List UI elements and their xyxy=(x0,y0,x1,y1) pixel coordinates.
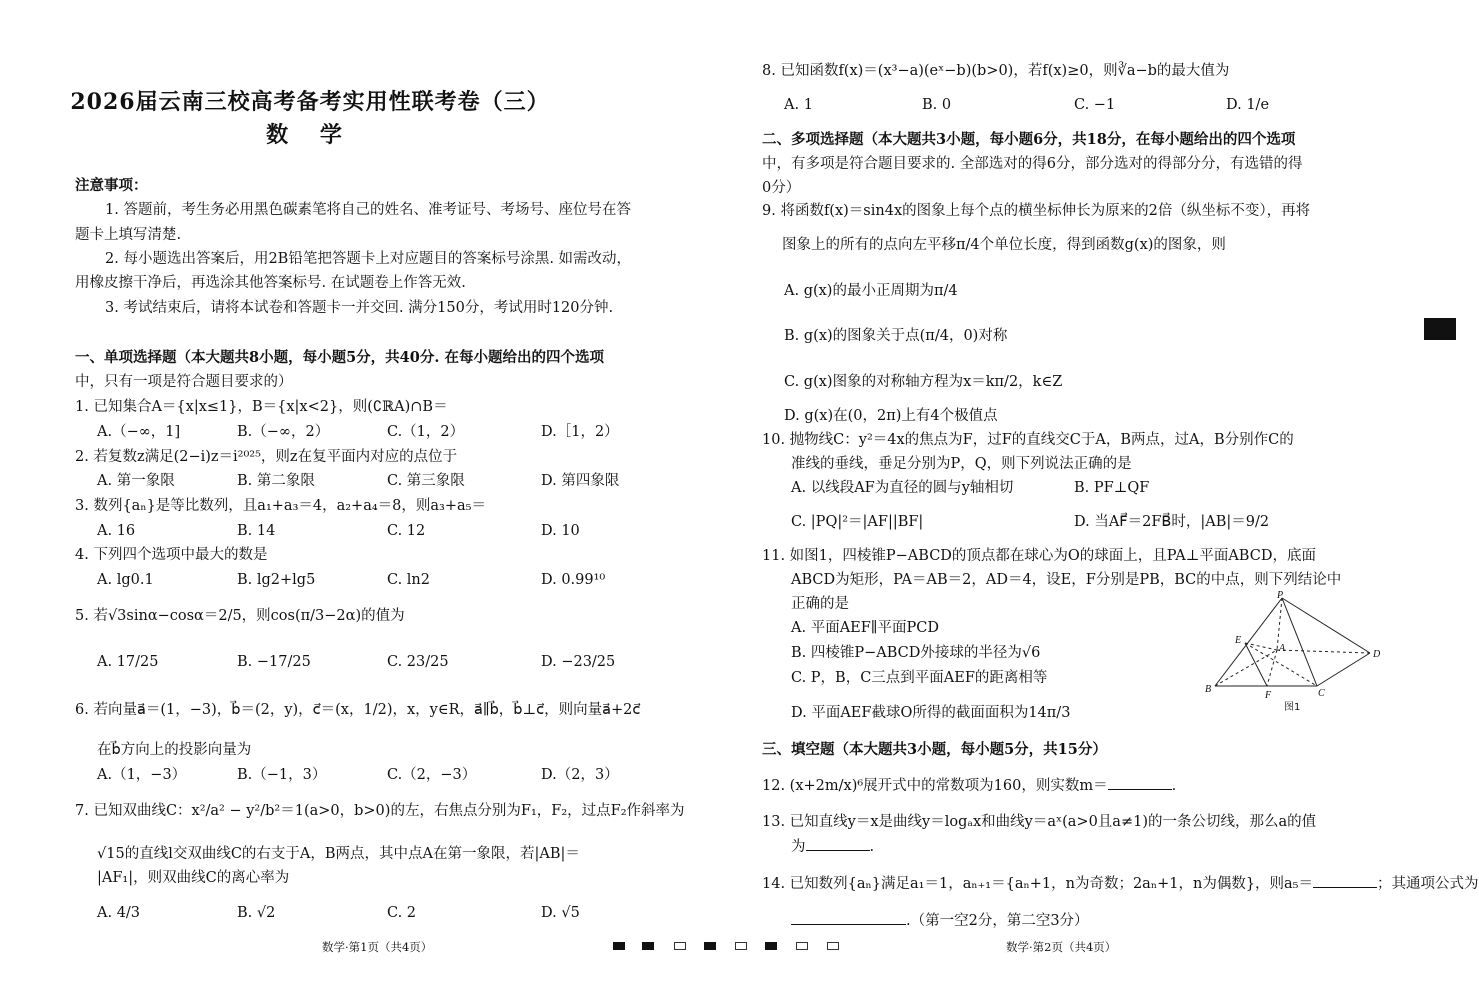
option-a: A. 平面AEF∥平面PCD xyxy=(791,620,939,636)
question-11: 11. 如图1，四棱锥P−ABCD的顶点都在球心为O的球面上，且PA⊥平面ABCD，底面 xyxy=(762,548,1316,564)
question-line: 准线的垂线，垂足分别为P，Q，则下列说法正确的是 xyxy=(791,456,1132,472)
option-d: D. 平面AEF截球O所得的截面面积为14π/3 xyxy=(791,705,1071,721)
option-b: B. lg2+lg5 xyxy=(237,572,316,588)
question-line: |AF₁|，则双曲线C的离心率为 xyxy=(97,870,290,886)
subject-title: 数 学 xyxy=(266,122,354,148)
option-b: B. 0 xyxy=(922,97,952,113)
option-b: B. PF⊥QF xyxy=(1074,480,1150,496)
note-line: 3. 考试结束后，请将本试卷和答题卡一并交回. 满分150分，考试用时120分钟. xyxy=(105,300,614,316)
answer-blank[interactable] xyxy=(1313,873,1377,888)
option-a: A. 16 xyxy=(97,523,136,539)
scan-mark-empty xyxy=(674,942,686,950)
vertex-label: F xyxy=(1265,690,1272,701)
note-line: 2. 每小题选出答案后，用2B铅笔把答题卡上对应题目的答案标号涂黑. 如需改动， xyxy=(105,251,632,267)
option-c: C.（1，2） xyxy=(387,424,465,440)
edge-pb xyxy=(1215,598,1282,686)
scan-mark-filled xyxy=(613,942,625,950)
scan-mark-empty xyxy=(735,942,747,950)
page-title: 2026届云南三校高考备考实用性联考卷（三） xyxy=(70,89,550,115)
option-c: C. −1 xyxy=(1074,97,1116,113)
option-b: B.（−∞，2） xyxy=(237,424,330,440)
option-a: A. 以线段AF为直径的圆与y轴相切 xyxy=(791,480,1014,496)
option-a: A.（−∞，1] xyxy=(97,424,181,440)
note-line: 用橡皮擦干净后，再选涂其他答案标号. 在试题卷上作答无效. xyxy=(75,275,466,291)
question-7: 7. 已知双曲线C：x²/a² − y²/b²＝1(a>0，b>0)的左，右焦点分别为F₁，F₂，过点F₂作斜率为 xyxy=(75,803,685,819)
question-5: 5. 若√3sinα−cosα＝2/5，则cos(π/3−2α)的值为 xyxy=(75,608,405,624)
section-heading-single-choice: 一、单项选择题（本大题共8小题，每小题5分，共40分. 在每小题给出的四个选项 xyxy=(75,349,604,366)
edge-cd xyxy=(1317,653,1370,686)
question-14 xyxy=(762,873,1479,894)
vertex-label: B xyxy=(1205,684,1212,695)
option-b: B. 四棱锥P−ABCD外接球的半径为√6 xyxy=(791,645,1041,661)
option-a: A. 第一象限 xyxy=(97,473,175,489)
option-b: B. √2 xyxy=(237,905,276,921)
option-d: D. √5 xyxy=(541,905,580,921)
answer-blank[interactable] xyxy=(1108,775,1172,790)
notes-heading: 注意事项： xyxy=(75,177,148,194)
scan-mark-empty xyxy=(796,942,808,950)
option-c: C. ln2 xyxy=(387,572,430,588)
vertex-label: P xyxy=(1277,590,1284,601)
question-6: 6. 若向量a⃗＝(1，−3)，b⃗＝(2，y)，c⃗＝(x，1/2)，x，y∈R，a⃗∥b⃗，b⃗⊥c⃗，则向量a⃗+2c⃗ xyxy=(75,702,641,718)
question-8: 8. 已知函数f(x)＝(x³−a)(eˣ−b)(b>0)，若f(x)≥0，则∛a−b的最大值为 xyxy=(762,63,1230,79)
question-text: 14. 已知数列{aₙ}满足a₁＝1，aₙ₊₁＝{aₙ+1，n为奇数；2aₙ+1，n为偶数}，则a₅＝ xyxy=(762,876,1313,892)
question-line: ABCD为矩形，PA＝AB＝2，AD＝4，设E，F分别是PB，BC的中点，则下列结论中 xyxy=(791,572,1342,588)
section-heading-fill-in: 三、填空题（本大题共3小题，每小题5分，共15分） xyxy=(762,741,1107,758)
answer-blank[interactable] xyxy=(806,836,870,851)
question-10: 10. 抛物线C：y²＝4x的焦点为F，过F的直线交C于A，B两点，过A，B分别作C的 xyxy=(762,432,1294,448)
footer-left: 数学·第1页（共4页） xyxy=(322,940,433,954)
option-c: C. 2 xyxy=(387,905,417,921)
page-edge-marker xyxy=(1424,318,1456,340)
vertex-label: E xyxy=(1235,635,1242,646)
edge-ab xyxy=(1215,650,1277,686)
option-a: A. 4/3 xyxy=(97,905,141,921)
option-c: C. 12 xyxy=(387,523,426,539)
option-a: A. 17/25 xyxy=(97,654,159,670)
figure-caption: 图1 xyxy=(1284,702,1301,713)
question-text: 为 xyxy=(791,839,806,855)
question-line: 为 . xyxy=(791,836,874,857)
question-text: ；其通项公式为 xyxy=(1377,876,1479,892)
option-b: B. 14 xyxy=(237,523,276,539)
scan-mark-filled xyxy=(765,942,777,950)
option-c: C. g(x)图象的对称轴方程为x＝kπ/2，k∈Z xyxy=(784,374,1063,390)
note-line: 题卡上填写清楚. xyxy=(75,227,182,243)
option-a: A. 1 xyxy=(784,97,813,113)
answer-blank[interactable] xyxy=(791,910,906,925)
option-d: D. 0.99¹⁰ xyxy=(541,572,606,588)
question-13: 13. 已知直线y＝x是曲线y＝logₐx和曲线y＝aˣ(a>0且a≠1)的一条公切线，那么a的值 xyxy=(762,814,1317,830)
question-1: 1. 已知集合A＝{x|x≤1}，B＝{x|x<2}，则(∁ℝA)∩B＝ xyxy=(75,399,448,415)
option-b: B. −17/25 xyxy=(237,654,311,670)
edge-pd xyxy=(1282,598,1370,653)
footer-right: 数学·第2页（共4页） xyxy=(1006,940,1117,954)
vertex-label: D xyxy=(1373,649,1381,660)
edge-ae xyxy=(1245,643,1277,650)
question-4: 4. 下列四个选项中最大的数是 xyxy=(75,547,268,563)
note-line: 1. 答题前，考生务必用黑色碳素笔将自己的姓名、准考证号、考场号、座位号在答 xyxy=(105,202,631,218)
option-c: C. 第三象限 xyxy=(387,473,465,489)
edge-ad xyxy=(1277,650,1370,653)
edge-pc xyxy=(1282,598,1317,686)
option-a: A.（1，−3） xyxy=(97,767,187,783)
option-d: D. 当AF⃗＝2FB⃗时，|AB|＝9/2 xyxy=(1074,514,1270,530)
question-line: 图象上的所有的点向左平移π/4个单位长度，得到函数g(x)的图象，则 xyxy=(782,237,1226,253)
option-d: D. −23/25 xyxy=(541,654,616,670)
question-line: 正确的是 xyxy=(791,596,849,612)
scan-mark-filled xyxy=(704,942,716,950)
option-a: A. lg0.1 xyxy=(97,572,154,588)
question-text: 12. (x+2m/x)⁶展开式中的常数项为160，则实数m＝ xyxy=(762,778,1108,794)
option-c: C.（2，−3） xyxy=(387,767,477,783)
section-line: 0分） xyxy=(762,180,801,196)
question-12: 12. (x+2m/x)⁶展开式中的常数项为160，则实数m＝ . xyxy=(762,775,1176,796)
option-d: D.［1，2） xyxy=(541,424,619,440)
section-line: 中，有多项是符合题目要求的. 全部选对的得6分，部分选对的得部分分，有选错的得 xyxy=(762,156,1303,172)
question-9: 9. 将函数f(x)＝sin4x的图象上每个点的横坐标伸长为原来的2倍（纵坐标不变），再将 xyxy=(762,203,1311,219)
section-line: 中，只有一项是符合题目要求的） xyxy=(75,374,293,390)
option-c: C. |PQ|²＝|AF||BF| xyxy=(791,514,924,530)
pyramid-figure xyxy=(1205,590,1390,720)
scan-mark-filled xyxy=(642,942,654,950)
question-text: .（第一空2分，第二空3分） xyxy=(906,913,1089,929)
option-b: B. g(x)的图象关于点(π/4，0)对称 xyxy=(784,328,1008,344)
question-line: √15的直线l交双曲线C的右支于A，B两点，其中点A在第一象限，若|AB|＝ xyxy=(97,846,580,862)
vertex-label: C xyxy=(1318,688,1325,699)
option-b: B. 第二象限 xyxy=(237,473,315,489)
option-d: D. g(x)在(0，2π)上有4个极值点 xyxy=(784,408,998,424)
option-d: D. 10 xyxy=(541,523,580,539)
option-d: D.（2，3） xyxy=(541,767,619,783)
scan-mark-empty xyxy=(827,942,839,950)
vertex-label: A xyxy=(1279,643,1286,654)
option-d: D. 1/e xyxy=(1226,97,1270,113)
question-3: 3. 数列{aₙ}是等比数列，且a₁+a₃＝4，a₂+a₄＝8，则a₃+a₅＝ xyxy=(75,498,486,514)
section-heading-multi-choice: 二、多项选择题（本大题共3小题，每小题6分，共18分，在每小题给出的四个选项 xyxy=(762,131,1296,148)
question-line: 在b⃗方向上的投影向量为 xyxy=(97,742,252,758)
option-d: D. 第四象限 xyxy=(541,473,620,489)
question-2: 2. 若复数z满足(2−i)z＝i²⁰²⁵，则z在复平面内对应的点位于 xyxy=(75,449,458,465)
option-b: B.（−1，3） xyxy=(237,767,327,783)
option-a: A. g(x)的最小正周期为π/4 xyxy=(784,283,958,299)
option-c: C. 23/25 xyxy=(387,654,449,670)
question-line xyxy=(791,910,1089,931)
option-c: C. P，B，C三点到平面AEF的距离相等 xyxy=(791,670,1048,686)
